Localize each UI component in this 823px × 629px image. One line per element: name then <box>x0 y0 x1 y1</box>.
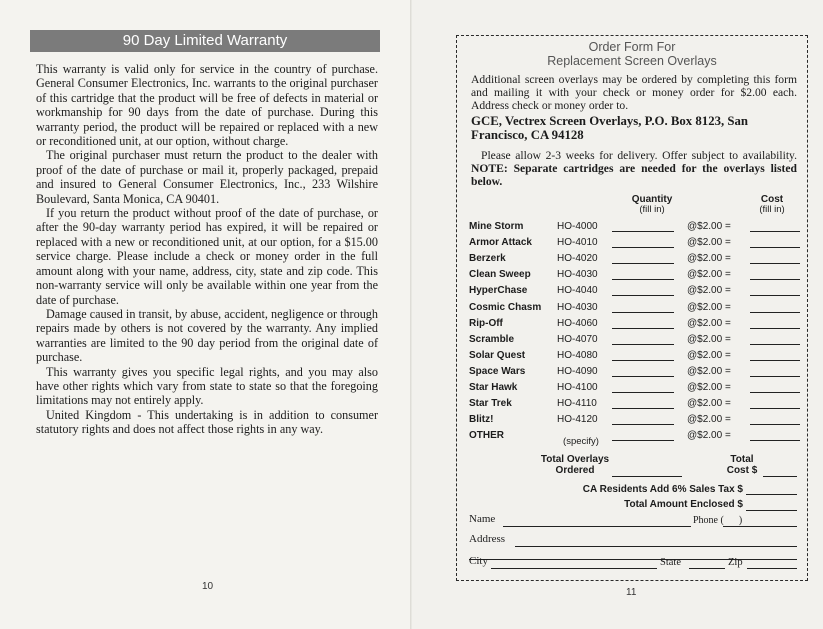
name-label: Name <box>469 513 496 525</box>
cost-label: Cost <box>760 194 784 205</box>
total-overlays-text: Total Overlays <box>540 454 610 465</box>
quantity-fill-in: (fill in) <box>639 204 665 215</box>
unit-price: @$2.00 = <box>687 253 731 265</box>
address-field-line2[interactable] <box>469 559 797 560</box>
unit-price: @$2.00 = <box>687 285 731 297</box>
unit-price: @$2.00 = <box>687 269 731 281</box>
overlay-name: OTHER <box>469 430 504 442</box>
overlay-row <box>469 267 799 283</box>
cost-header <box>747 195 797 215</box>
overlay-row <box>469 364 799 380</box>
warranty-paragraph: This warranty is valid only for service in the country of purchase. General Consumer Electronics, Inc. warrants to the original purchaser of this cartridge that the product will be free of defects in material or workmanship for 90 days from the date of purchase. During this warranty period, the product will be repaired or replaced with a new or reconditioned unit, at our option, without charge. <box>36 62 378 149</box>
cost-field[interactable] <box>750 376 800 377</box>
cartridge-note: NOTE: Separate cartridges are needed for the overlays listed below. <box>471 162 797 189</box>
overlay-name: Clean Sweep <box>469 269 531 281</box>
quantity-field[interactable] <box>612 247 674 248</box>
overlay-name: Star Trek <box>469 398 512 410</box>
quantity-field[interactable] <box>612 295 674 296</box>
quantity-header <box>617 195 687 215</box>
total-quantity-field[interactable] <box>612 476 682 477</box>
city-field[interactable] <box>491 568 657 569</box>
unit-price: @$2.00 = <box>687 382 731 393</box>
quantity-field[interactable] <box>612 392 674 393</box>
overlay-name: Solar Quest <box>469 349 526 361</box>
cost-field[interactable] <box>750 231 800 232</box>
cost-field[interactable] <box>750 295 800 296</box>
warranty-paragraph: If you return the product without proof of the date of purchase, or after the 90-day warranty period has expired, it will be repaired or replaced with a new or reconditioned unit, at our option, for a $15.00 service charge. Please include a check or money order in the full amount along with your name, address, city, state and zip code. This non-warranty service will only be available within one year from the date of purchase. <box>36 206 378 307</box>
overlay-code: HO-4060 <box>557 317 598 329</box>
quantity-field[interactable] <box>612 279 674 280</box>
warranty-paragraph: This warranty gives you specific legal rights, and you may also have other rights which vary from state to state so that the foregoing limitations may not entirely apply. <box>36 364 378 408</box>
warranty-paragraph: Damage caused in transit, by abuse, accident, negligence or through repairs made by others is not covered by the warranty. Any implied warranties are limited to the 90 day period from the original date of purchase. <box>36 306 378 365</box>
city-label: City <box>469 555 488 567</box>
order-note <box>471 149 797 189</box>
order-address: GCE, Vectrex Screen Overlays, P.O. Box 8123, San Francisco, CA 94128 <box>471 114 749 142</box>
page-number-left: 10 <box>202 581 214 592</box>
overlay-code: HO-4080 <box>557 349 598 361</box>
unit-price: @$2.00 = <box>687 430 731 442</box>
address-label: Address <box>469 533 506 545</box>
quantity-field[interactable] <box>612 376 674 377</box>
overlay-name: HyperChase <box>469 285 528 297</box>
overlay-code: HO-4020 <box>557 253 598 265</box>
overlay-code: HO-4090 <box>557 365 598 377</box>
unit-price: @$2.00 = <box>687 237 731 249</box>
overlay-name: Armor Attack <box>469 237 532 249</box>
total-cost-field[interactable] <box>763 476 797 477</box>
overlay-name: Berzerk <box>469 253 506 265</box>
cost-field[interactable] <box>750 360 800 361</box>
state-field[interactable] <box>689 568 725 569</box>
specify-label: (specify) <box>563 436 599 447</box>
overlay-code: HO-4010 <box>557 237 598 249</box>
overlay-code: HO-4110 <box>557 398 597 410</box>
overlay-code: HO-4070 <box>557 333 598 345</box>
page-number-right: 11 <box>626 587 637 598</box>
unit-price: @$2.00 = <box>687 398 731 410</box>
quantity-field[interactable] <box>612 424 674 425</box>
cost-field[interactable] <box>750 440 800 441</box>
order-form <box>456 35 808 581</box>
quantity-field[interactable] <box>612 312 674 313</box>
unit-price: @$2.00 = <box>687 333 731 345</box>
overlay-row <box>469 428 799 444</box>
order-form-title: Order Form For <box>588 40 676 54</box>
unit-price: @$2.00 = <box>687 317 731 329</box>
quantity-field[interactable] <box>612 263 674 264</box>
overlay-row <box>469 219 799 235</box>
quantity-field[interactable] <box>612 231 674 232</box>
overlay-code: HO-4000 <box>557 221 598 232</box>
quantity-field[interactable] <box>612 440 674 441</box>
overlay-name: Rip-Off <box>469 317 503 329</box>
quantity-field[interactable] <box>612 360 674 361</box>
overlay-name: Mine Storm <box>469 221 524 232</box>
unit-price: @$2.00 = <box>687 365 731 377</box>
order-intro: Additional screen overlays may be ordered by completing this form and mailing it with your check or money order for $2.00 each. Address check or money order to. <box>471 73 797 113</box>
cost-field[interactable] <box>750 344 800 345</box>
overlay-row <box>469 283 799 299</box>
warranty-text <box>36 62 378 437</box>
phone-label: Phone ( ) <box>693 515 743 526</box>
overlay-code: HO-4030 <box>557 301 598 313</box>
delivery-note: Please allow 2-3 weeks for delivery. Offer subject to availability. <box>481 149 797 162</box>
overlay-name: Scramble <box>469 333 515 345</box>
total-text: Total <box>730 454 754 465</box>
overlay-code: HO-4040 <box>557 285 598 297</box>
cost-field[interactable] <box>750 424 800 425</box>
overlay-code: HO-4100 <box>557 382 598 393</box>
phone-field[interactable] <box>723 526 797 527</box>
ordered-text: Ordered <box>555 465 595 476</box>
cost-field[interactable] <box>750 312 800 313</box>
unit-price: @$2.00 = <box>687 301 731 313</box>
overlay-name: Cosmic Chasm <box>469 301 542 313</box>
overlay-row <box>469 396 799 412</box>
cost-field[interactable] <box>750 392 800 393</box>
tax-field[interactable] <box>746 494 797 495</box>
zip-label: Zip <box>728 557 743 568</box>
overlay-row <box>469 412 799 428</box>
order-form-subtitle: Replacement Screen Overlays <box>547 54 717 68</box>
address-field[interactable] <box>515 546 797 547</box>
cost-field[interactable] <box>750 263 800 264</box>
overlay-code: HO-4120 <box>557 414 598 426</box>
overlay-name: Space Wars <box>469 365 526 377</box>
cost-field[interactable] <box>750 408 800 409</box>
enclosed-field[interactable] <box>746 510 797 511</box>
overlay-row <box>469 332 799 348</box>
name-field[interactable] <box>503 526 691 527</box>
quantity-field[interactable] <box>612 408 674 409</box>
overlay-row <box>469 300 799 316</box>
overlay-code: HO-4030 <box>557 269 598 281</box>
tax-label: CA Residents Add 6% Sales Tax $ <box>582 484 743 495</box>
warranty-paragraph: United Kingdom - This undertaking is in addition to consumer statutory rights and does not affect those rights in any way. <box>36 407 378 437</box>
overlay-name: Star Hawk <box>469 382 518 393</box>
enclosed-label: Total Amount Enclosed $ <box>624 499 743 510</box>
overlay-row <box>469 348 799 364</box>
total-overlays-label <box>525 454 625 476</box>
total-cost-label <box>707 454 777 476</box>
cost-field[interactable] <box>750 247 800 248</box>
quantity-label: Quantity <box>631 194 673 205</box>
unit-price: @$2.00 = <box>687 349 731 361</box>
zip-field[interactable] <box>747 568 797 569</box>
overlay-name: Blitz! <box>469 414 494 426</box>
state-label: State <box>660 557 681 568</box>
unit-price: @$2.00 = <box>687 414 731 426</box>
cost-field[interactable] <box>750 279 800 280</box>
warranty-paragraph: The original purchaser must return the product to the dealer with proof of the date of purchase or mail it, properly packaged, prepaid and insured to General Consumer Electronics, Inc., 233 Wilshire Boulevard, Santa Monica, CA 90401. <box>36 148 378 206</box>
cost-dollar-text: Cost $ <box>726 465 758 476</box>
overlay-row <box>469 235 799 251</box>
overlay-row <box>469 380 799 396</box>
warranty-banner: 90 Day Limited Warranty <box>30 30 380 52</box>
overlay-row <box>469 251 799 267</box>
unit-price: @$2.00 = <box>687 221 731 232</box>
quantity-field[interactable] <box>612 328 674 329</box>
quantity-field[interactable] <box>612 344 674 345</box>
cost-field[interactable] <box>750 328 800 329</box>
overlay-row <box>469 316 799 332</box>
cost-fill-in: (fill in) <box>759 204 785 215</box>
